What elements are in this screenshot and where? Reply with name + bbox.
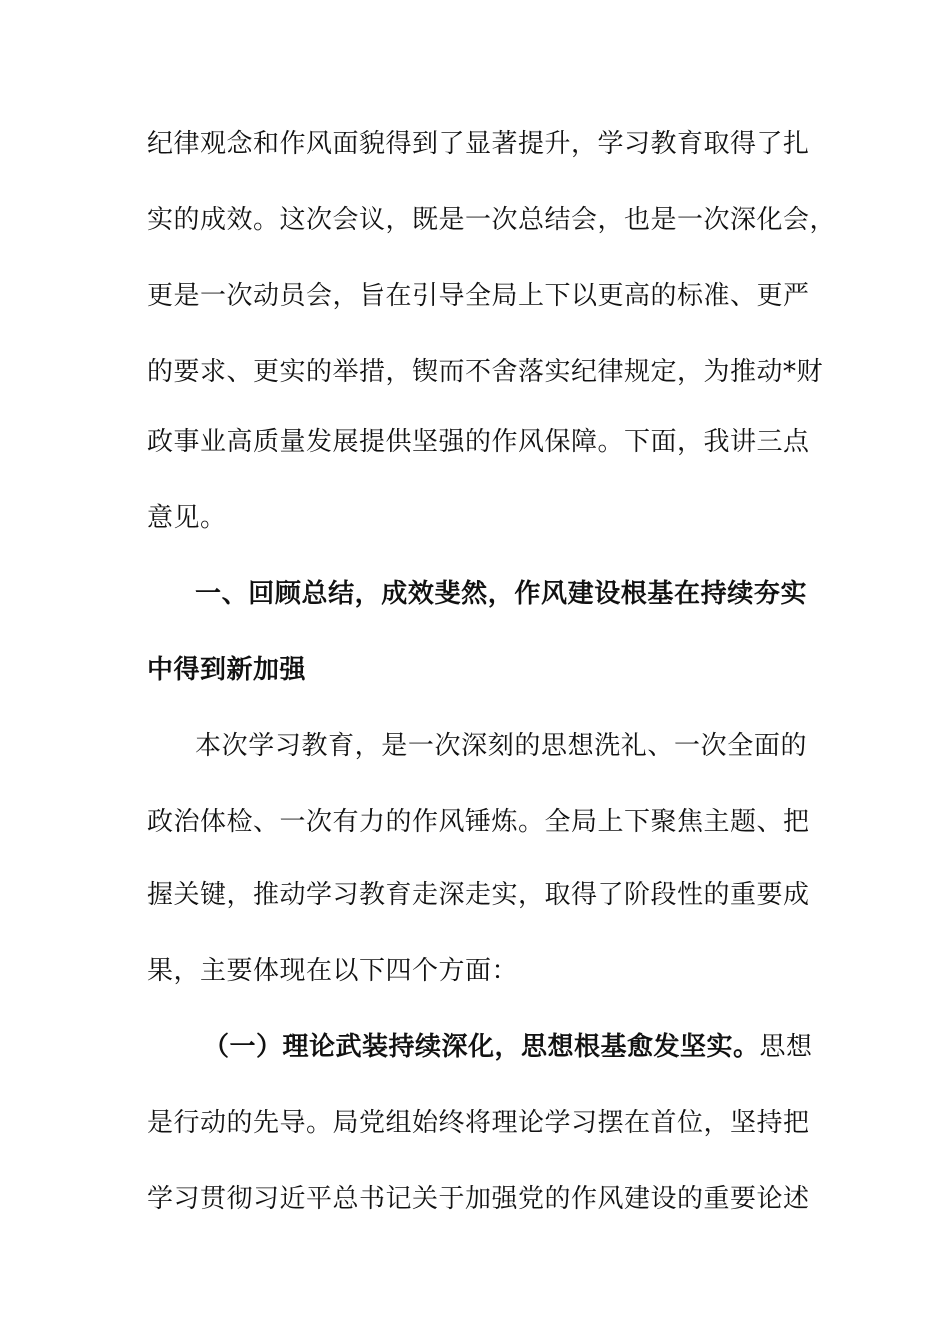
paragraph-line: 实的成效。这次会议，既是一次总结会，也是一次深化会，: [147, 205, 837, 235]
subsection-text: 思想: [759, 1032, 813, 1062]
paragraph-line: 意见。: [147, 503, 227, 533]
paragraph-line: 的要求、更实的举措，锲而不舍落实纪律规定，为推动*财: [147, 357, 824, 387]
subsection-first-line: [203, 1030, 813, 1064]
paragraph-line: 更是一次动员会，旨在引导全局上下以更高的标准、更严: [147, 281, 810, 311]
subsection-title: （一）理论武装持续深化，思想根基愈发坚实。: [203, 1032, 760, 1062]
paragraph-line: 政事业高质量发展提供坚强的作风保障。下面，我讲三点: [147, 427, 810, 457]
paragraph-line: 本次学习教育，是一次深刻的思想洗礼、一次全面的: [195, 731, 807, 761]
paragraph-line: 果，主要体现在以下四个方面：: [147, 956, 519, 986]
section-heading: 一、回顾总结，成效斐然，作风建设根基在持续夯实: [195, 579, 807, 609]
paragraph-line: 学习贯彻习近平总书记关于加强党的作风建设的重要论述: [147, 1184, 810, 1214]
paragraph-line: 握关键，推动学习教育走深走实，取得了阶段性的重要成: [147, 880, 810, 910]
paragraph-line: 政治体检、一次有力的作风锤炼。全局上下聚焦主题、把: [147, 807, 810, 837]
paragraph-line: 纪律观念和作风面貌得到了显著提升，学习教育取得了扎: [147, 129, 810, 159]
section-heading: 中得到新加强: [147, 655, 307, 685]
paragraph-line: 是行动的先导。局党组始终将理论学习摆在首位，坚持把: [147, 1108, 810, 1138]
